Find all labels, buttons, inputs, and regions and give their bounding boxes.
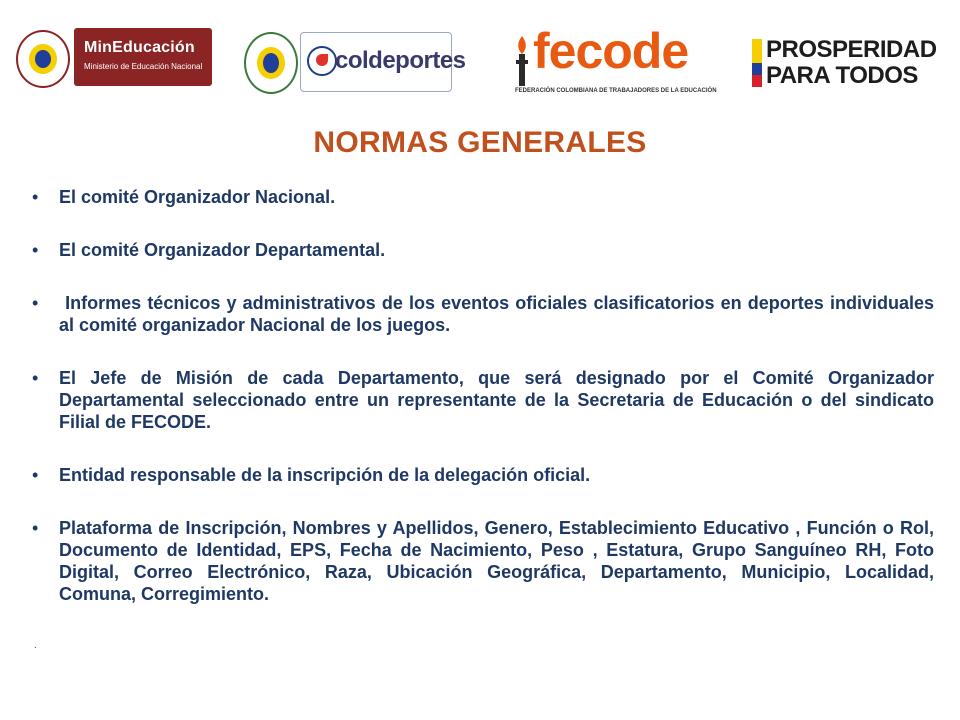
prosperidad-logo: [752, 36, 937, 90]
list-item-text: Informes técnicos y administrativos de los eventos oficiales clasificatorios en deportes individuales al comité organizador Nacional de los juegos.: [59, 293, 945, 335]
fecode-subtitle: FEDERACIÓN COLOMBIANA DE TRABAJADORES DE LA EDUCACIÓN: [515, 88, 717, 94]
coldeportes-box: [300, 32, 466, 92]
torch-icon: [513, 34, 531, 88]
fecode-logo: [513, 23, 717, 98]
colombia-seal-icon: [16, 30, 70, 88]
list-item: [32, 186, 934, 208]
bullet-icon: •: [32, 240, 39, 260]
fecode-wordmark: fecode: [533, 23, 689, 79]
colombia-flag-icon: [752, 39, 762, 87]
list-item-text: Entidad responsable de la inscripción de la delegación oficial.: [59, 465, 591, 485]
mineducacion-title: MinEducación: [84, 39, 195, 56]
mineducacion-box: [74, 28, 212, 86]
coldeportes-logo: [244, 30, 466, 94]
trailing-mark: .: [34, 640, 37, 651]
list-item: [32, 517, 934, 605]
list-item: [32, 464, 934, 486]
bullet-icon: •: [32, 293, 39, 313]
bullet-icon: •: [32, 518, 39, 538]
prosperidad-line1: PROSPERIDAD: [766, 36, 937, 63]
bullet-icon: •: [32, 465, 39, 485]
list-item: [32, 367, 934, 433]
coldeportes-emblem-icon: [307, 46, 337, 76]
coldeportes-wordmark: coldeportes: [335, 47, 466, 74]
logo-bar: [0, 0, 960, 110]
bullet-icon: •: [32, 187, 39, 207]
list-item: [32, 292, 945, 336]
page-title: NORMAS GENERALES: [313, 126, 647, 159]
list-item-text: El comité Organizador Departamental.: [59, 240, 386, 260]
list-item-text: Plataforma de Inscripción, Nombres y Apellidos, Genero, Establecimiento Educativo , Función o Rol, Documento de Identidad, EPS, Fecha de Nacimiento, Peso , Estatura, Grupo Sanguíneo RH, Foto Digital, Correo Electrónico, Raza, Ubicación Geográfica, Departamento, Municipio, Localidad, Comuna, Corregimiento.: [59, 518, 934, 604]
list-item: [32, 239, 934, 261]
bullet-icon: •: [32, 368, 39, 388]
mineducacion-logo: [16, 28, 212, 88]
mineducacion-subtitle: Ministerio de Educación Nacional: [84, 62, 203, 71]
norms-list: [32, 186, 945, 605]
list-item-text: El comité Organizador Nacional.: [59, 187, 336, 207]
list-item-text: El Jefe de Misión de cada Departamento, que será designado por el Comité Organizador Departamental seleccionado entre un representante de la Secretaria de Educación o del sindicato Filial de FECODE.: [59, 368, 934, 432]
colombia-seal-icon: [244, 32, 298, 94]
prosperidad-line2: PARA TODOS: [766, 62, 918, 89]
